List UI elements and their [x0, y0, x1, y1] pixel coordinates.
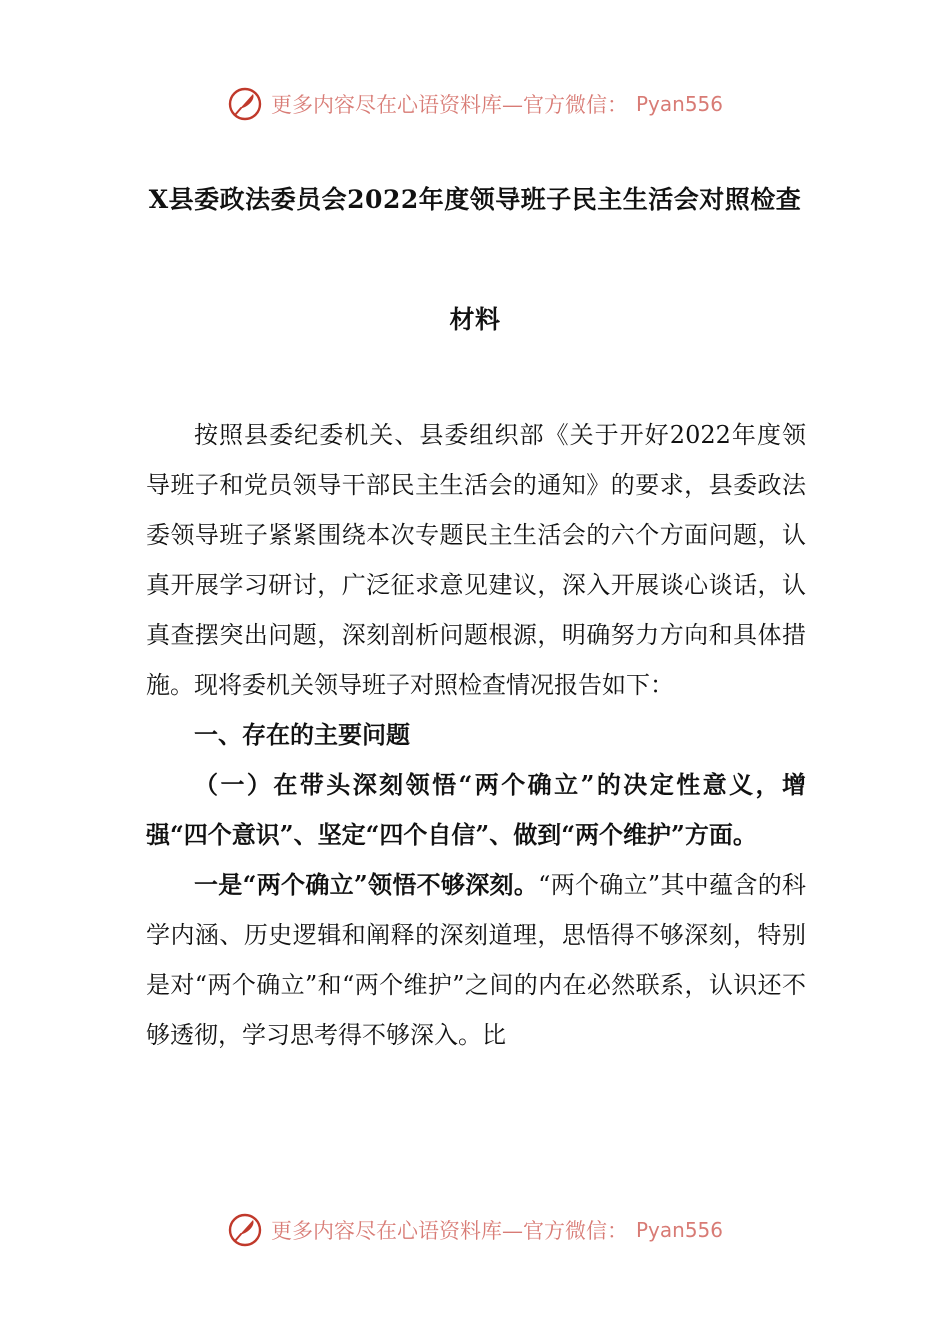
subsection-heading: （一）在带头深刻领悟“两个确立”的决定性意义，增强“四个意识”、坚定“四个自信”、做到“两个维护”方面。	[146, 770, 806, 849]
feather-pen-logo-icon	[227, 1212, 263, 1248]
watermark-text: 更多内容尽在心语资料库—官方微信：	[270, 1219, 628, 1243]
point-body: “两个确立”其中蕴含的科学内涵、历史逻辑和阐释的深刻道理，思悟得不够深刻，特别是对“两个确立”和“两个维护”之间的内在必然联系，认识还不够透彻，学习思考得不够深入。比	[146, 871, 806, 1049]
watermark-wechat-id: Pyan556	[635, 92, 723, 116]
point-paragraph	[146, 860, 806, 1060]
watermark-text: 更多内容尽在心语资料库—官方微信：	[270, 93, 628, 117]
watermark-wechat-id: Pyan556	[635, 1218, 723, 1242]
watermark-header	[0, 84, 950, 124]
section-heading: 一、存在的主要问题	[194, 720, 410, 749]
document-title-continued: 材料	[449, 305, 501, 334]
feather-pen-logo-icon	[227, 86, 263, 122]
watermark-footer	[0, 1210, 950, 1250]
document-title: X县委政法委员会2022年度领导班子民主生活会对照检查	[148, 185, 802, 214]
document-body	[146, 410, 806, 1060]
intro-paragraph: 按照县委纪委机关、县委组织部《关于开好2022年度领导班子和党员领导干部民主生活会的通知》的要求，县委政法委领导班子紧紧围绕本次专题民主生活会的六个方面问题，认真开展学习研讨，广泛征求意见建议，深入开展谈心谈话，认真查摆突出问题，深刻剖析问题根源，明确努力方向和具体措施。现将委机关领导班子对照检查情况报告如下：	[146, 421, 806, 699]
point-lead: 一是“两个确立”领悟不够深刻。	[194, 870, 539, 899]
